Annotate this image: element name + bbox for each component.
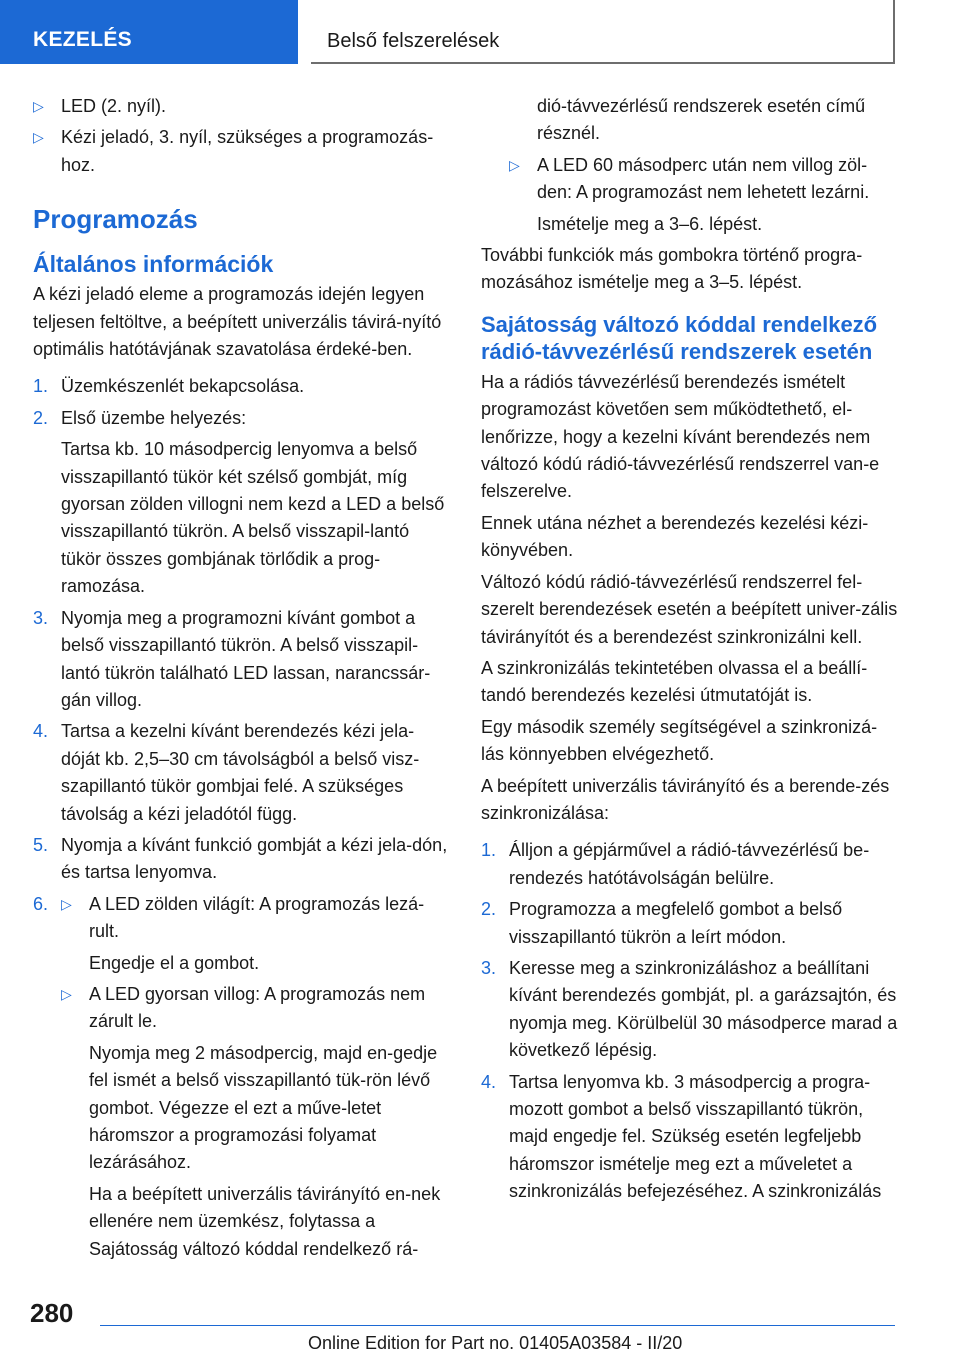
section-tab: KEZELÉS bbox=[0, 0, 298, 64]
numbered-step: 2. Első üzembe helyezés: bbox=[33, 407, 247, 428]
bullet-item: ▷ LED (2. nyíl). bbox=[33, 93, 448, 120]
paragraph: Ennek utána nézhet a berendezés kezelési kézi-könyvében. bbox=[481, 512, 869, 561]
numbered-step: 3. Keresse meg a szinkronizáláshoz a beállítani kívánt berendezés gombját, pl. a garázsajtón, és nyomja meg. Körülbelül 30 másodperce marad a következő lépésig. bbox=[481, 957, 898, 1061]
numbered-step: 3. Nyomja meg a programozni kívánt gombot a belső visszapillantó tükrön. A belső visszapil-lantó tükrön található LED lassan, narancssár-gán villog. bbox=[33, 607, 431, 710]
triangle-bullet-icon: ▷ bbox=[61, 895, 72, 912]
bullet-item: ▷ Kézi jeladó, 3. nyíl, szükséges a programozás-hoz. bbox=[33, 124, 448, 179]
paragraph: Ha a rádiós távvezérlésű berendezés ismételt programozást követően sem működtethető, el-lenőrizze, hogy a kezelni kívánt berendezés nem változó kódú rádió-távvezérlésű rendszerrel van-e felszerelve. bbox=[481, 371, 880, 502]
chapter-title: Belső felszerelések bbox=[311, 0, 895, 64]
numbered-step: 4. Tartsa a kezelni kívánt berendezés kézi jela-dóját kb. 2,5–30 cm távolságból a belső visz-szapillantó tükör gombjai felé. A szükséges távolság a kézi jeladótól függ. bbox=[33, 721, 420, 824]
numbered-step: 5. Nyomja a kívánt funkció gombját a kézi jela-dón, és tartsa lenyomva. bbox=[33, 834, 448, 883]
paragraph: A szinkronizálás tekintetében olvassa el a beállí-tandó berendezés kezelési útmutatóját is. bbox=[481, 657, 868, 706]
bullet-item: ▷ A LED 60 másodperc után nem villog zöl-den: A programozást nem lehetett lezárni. bbox=[509, 152, 899, 207]
left-column bbox=[33, 93, 448, 1267]
continued-text: dió-távvezérlésű rendszerek esetén című résznél. bbox=[537, 96, 866, 144]
page-number: 280 bbox=[30, 1298, 74, 1328]
paragraph: További funkciók más gombokra történő progra-mozásához ismételje meg a 3–5. lépést. bbox=[481, 245, 863, 293]
numbered-step: 4. Tartsa lenyomva kb. 3 másodpercig a progra-mozott gombot a belső visszapillantó tükrön, majd engedje fel. Szükség esetén legfeljebb háromszor ismételje meg ezt a műveletet a szinkronizálás befejezéséhez. A szinkronizálás bbox=[481, 1071, 882, 1202]
bullet-item: ▷ A LED zölden világít: A programozás lezá-rult. bbox=[61, 891, 448, 946]
footer-text: Online Edition for Part no. 01405A03584 - II/20 bbox=[308, 1333, 683, 1353]
intro-paragraph: A kézi jeladó eleme a programozás idején legyen teljesen feltöltve, a beépített univerzális távirá-nyító optimális hatótávjának szavatolása érdeké-ben. bbox=[33, 284, 442, 360]
numbered-step: 6. ▷ A LED zölden világít: A programozás lezá-rult. bbox=[33, 891, 448, 946]
numbered-step: 2. Programozza a megfelelő gombot a belső visszapillantó tükrön a leírt módon. bbox=[481, 899, 843, 947]
step-detail: Tartsa kb. 10 másodpercig lenyomva a belső visszapillantó tükör két szélső gombját, míg gyorsan zölden villogni nem kezd a LED a belső visszapillantó tükrön. A belső visszapil-lantó tükör összes gombjának törlődik a prog-ramozása. bbox=[61, 439, 445, 597]
step-detail: Ha a beépített univerzális távirányító en-nek ellenére nem üzemkész, folytassa a Sajátosság változó kóddal rendelkező rá- bbox=[89, 1183, 441, 1259]
step-detail: Ismételje meg a 3–6. lépést. bbox=[537, 213, 763, 234]
triangle-bullet-icon: ▷ bbox=[509, 156, 520, 173]
footer-divider bbox=[100, 1325, 895, 1326]
triangle-bullet-icon: ▷ bbox=[33, 129, 44, 146]
step-detail: Engedje el a gombot. bbox=[89, 952, 260, 973]
section-heading: Programozás bbox=[33, 204, 198, 235]
triangle-bullet-icon: ▷ bbox=[33, 98, 44, 114]
numbered-step: 1. Álljon a gépjárművel a rádió-távvezérlésű be-rendezés hatótávolságán belülre. bbox=[481, 840, 870, 888]
subsection-heading: Általános információk bbox=[33, 251, 274, 278]
paragraph: Egy második személy segítségével a szinkronizá-lás könnyebben elvégezhető. bbox=[481, 716, 878, 765]
subsection-heading: Sajátosság változó kóddal rendelkező rádió-távvezérlésű rendszerek esetén bbox=[481, 311, 878, 364]
triangle-bullet-icon: ▷ bbox=[61, 985, 72, 1002]
paragraph: A beépített univerzális távirányító és a berende-zés szinkronizálása: bbox=[481, 775, 890, 823]
step-detail: Nyomja meg 2 másodpercig, majd en-gedje fel ismét a belső visszapillantó tük-rön lévő gombot. Végezze el ezt a műve-letet háromszor a programozási folyamat lezárásához. bbox=[89, 1042, 438, 1173]
page-header bbox=[0, 0, 960, 66]
bullet-item: ▷ A LED gyorsan villog: A programozás nem zárult le. bbox=[61, 981, 448, 1036]
paragraph: Változó kódú rádió-távvezérlésű rendszerrel fel-szerelt berendezések esetén a beépített univer-zális távirányítót és a berendezést szinkronizálni kell. bbox=[481, 571, 898, 647]
right-column bbox=[481, 93, 899, 1210]
numbered-step: 1. Üzemkészenlét bekapcsolása. bbox=[33, 376, 305, 397]
